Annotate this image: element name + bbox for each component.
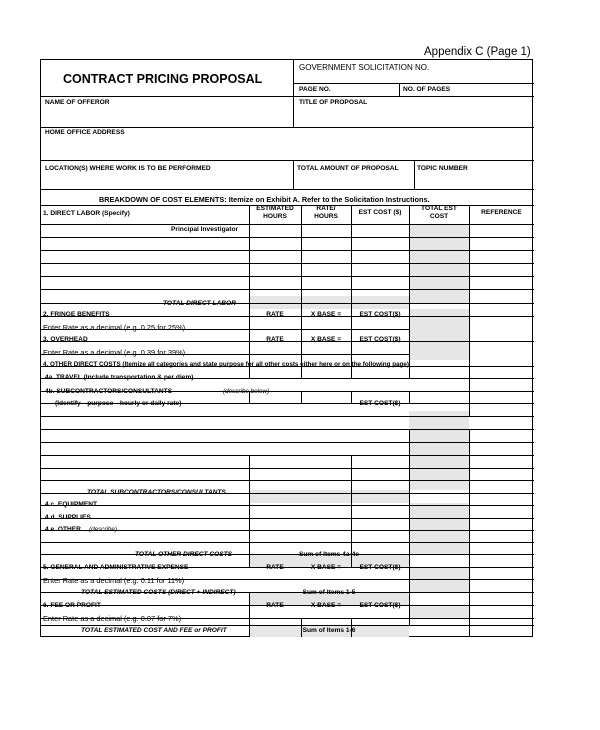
rule [41,263,534,264]
fee-note: Enter Rate as a decimal (e.g. 0.07 for 7%) [43,614,182,623]
rule [41,505,534,506]
rule [409,366,410,378]
rule [409,205,410,367]
rule [41,625,534,626]
total-estimated-costs-label: TOTAL ESTIMATED COSTS (DIRECT + INDIRECT) [81,589,236,596]
travel-label: 4a. TRAVEL (Include transportation & per diem) [45,374,194,381]
ga-est-label: EST COST($) [359,564,401,571]
rule [469,625,470,637]
rule [41,429,534,430]
rule [41,518,534,519]
subcontractors-label: 4b. SUBCONTRACTORS/CONSULTANTS [45,388,173,395]
overhead-base-label: X BASE = [310,336,342,343]
direct-labor-label: 1. DIRECT LABOR (Specify) [43,210,130,217]
rule [41,442,534,443]
form-title: CONTRACT PRICING PROPOSAL [63,72,263,86]
subcontractors-est-label: EST COST($) [359,400,401,407]
rule [41,237,534,238]
fringe-benefits-label: 2. FRINGE BENEFITS [43,311,110,318]
rule [249,455,250,567]
page-no-label: PAGE NO. [299,86,331,93]
subcontractors-identify: (Identify—purpose—hourly or daily rate) [55,400,182,407]
rule [41,160,534,161]
ga-base-label: X BASE = [310,564,342,571]
overhead-rate-label: RATE [266,336,284,343]
breakdown-heading: BREAKDOWN OF COST ELEMENTS: Itemize on Exhibit A. Refer to the Solicitation Instructions. [99,195,430,204]
rule [469,366,470,416]
rule [293,83,534,84]
other-direct-label: 4. OTHER DIRECT COSTS (Itemize all categories and state purpose for all other costs either here or on the following page) [43,361,409,368]
rule [293,160,294,189]
ga-label: 5. GENERAL AND ADMINISTRATIVE EXPENSE [43,564,189,571]
no-of-pages-label: NO. OF PAGES [403,86,451,93]
fringe-note: Enter Rate as a decimal (e.g. 0.25 for 25%) [43,323,186,332]
rule [301,391,302,403]
rule [293,60,294,127]
total-amount-label: TOTAL AMOUNT OF PROPOSAL [297,165,399,172]
overhead-est-label: EST COST($) [359,336,401,343]
title-of-proposal-label: TITLE OF PROPOSAL [299,99,368,106]
col-rate-hours: HOURS [314,213,338,220]
equipment-label: 4.c. EQUIPMENT [45,501,98,508]
fee-est-label: EST COST($) [359,602,401,609]
rule [41,289,534,290]
rule [41,416,534,417]
col-reference: REFERENCE [481,209,522,216]
fringe-rate-label: RATE [266,311,284,318]
ga-note: Enter Rate as a decimal (e.g. 0.11 for 11%) [43,576,185,585]
total-cost-and-fee-sum: Sum of Items 1-6 [302,627,356,634]
col-total-est-cost: COST [429,213,449,220]
ga-rate-label: RATE [266,564,284,571]
appendix-label: Appendix C (Page 1) [424,46,531,58]
principal-investigator-label: Principal Investigator [171,226,239,233]
col-total-est-cost: TOTAL EST [421,205,457,212]
supplies-label: 4.d. SUPPLIES [45,514,91,521]
overhead-note: Enter Rate as a decimal (e.g. 0.39 for 39%) [43,348,186,357]
rule [41,127,534,128]
rule [41,303,534,304]
rule [41,250,534,251]
shaded-cell [409,567,469,593]
col-rate-hours: RATE/ [316,205,336,212]
overhead-label: 3. OVERHEAD [43,336,88,343]
col-est-cost: EST COST ($) [358,209,402,216]
pricing-form [40,59,533,637]
rule [414,160,415,189]
fee-base-label: X BASE = [310,602,342,609]
name-of-offeror-label: NAME OF OFFEROR [45,99,110,106]
rule [41,189,534,190]
col-est-hours: ESTIMATED [256,205,294,212]
rule [399,83,400,96]
rule [41,468,534,469]
fee-label: 6. FEE OR PROFIT [43,602,101,609]
gov-solicitation-label: GOVERNMENT SOLICITATION NO. [299,63,430,72]
total-subcontractors-label: TOTAL SUBCONTRACTORS/CONSULTANTS [87,489,226,496]
total-cost-and-fee-label: TOTAL ESTIMATED COST AND FEE or PROFIT [81,627,227,634]
rule [41,276,534,277]
topic-number-label: TOPIC NUMBER [417,165,468,172]
fee-rate-label: RATE [266,602,284,609]
rule [41,96,534,97]
rule [409,391,410,403]
home-office-label: HOME OFFICE ADDRESS [45,129,125,136]
col-est-hours: HOURS [263,213,287,220]
rule [41,455,534,456]
rule [469,205,470,367]
fringe-est-label: EST COST($) [359,311,401,318]
rule [409,429,410,625]
other-label: 4.e. OTHER [45,526,81,533]
rule [41,542,534,543]
rule [41,480,534,481]
fringe-base-label: X BASE = [310,311,342,318]
other-describe: (describe) [89,526,117,533]
shaded-cell [409,503,469,554]
rule [41,224,534,225]
subcontractors-describe: (describe below) [223,388,270,395]
shaded-cell [409,411,469,490]
location-label: LOCATION(S) WHERE WORK IS TO BE PERFORMED [45,165,211,172]
rule [469,429,470,625]
other-direct-sum: Sum of Items 4a-4e [298,551,360,558]
shaded-cell [249,490,409,503]
total-other-direct-label: TOTAL OTHER DIRECT COSTS [135,551,233,558]
total-estimated-sum: Sum of Items 1-5 [302,589,356,596]
total-direct-labor-label: TOTAL DIRECT LABOR [163,300,236,307]
